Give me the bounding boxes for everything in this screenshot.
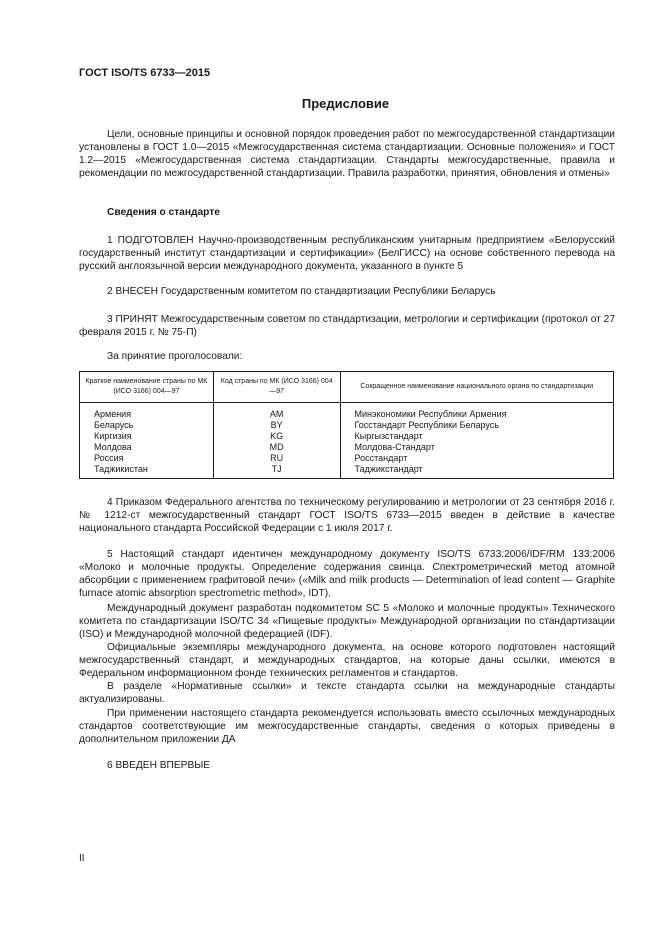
cell-body: Минэкономики Республики Армения <box>340 403 613 421</box>
table-row <box>80 464 614 479</box>
cell-country: Беларусь <box>80 420 214 431</box>
section-heading: Сведения о стандарте <box>107 207 220 218</box>
apply-paragraph: При применении настоящего стандарта рекомендуется использовать вместо ссылочных международных стандартов соответствующие им межгосударственные стандарты, сведения о которых приведены в дополнительном приложении ДА <box>79 708 615 745</box>
voting-table <box>79 371 614 479</box>
vote-intro: За принятие проголосовали: <box>107 351 243 362</box>
page-title: Предисловие <box>301 96 390 111</box>
header-body: Сокращенное наименование национального органа по стандартизации <box>340 372 613 403</box>
sc5-paragraph: Международный документ разработан подкомитетом SC 5 «Молоко и молочные продукты» Технического комитета по стандартизации ISO/TC 34 «Пищевые продукты» Международной организации по стандартизации (ISO) и Международной молочной федерацией (IDF). <box>79 603 615 640</box>
cell-body: Кыргызстандарт <box>340 431 613 442</box>
table-row <box>80 403 614 421</box>
cell-code: BY <box>213 420 340 431</box>
cell-country: Армения <box>80 403 214 421</box>
cell-body: Росстандарт <box>340 453 613 464</box>
cell-code: TJ <box>213 464 340 479</box>
header-code: Код страны по МК (ИСО 3166) 004—97 <box>213 372 340 403</box>
table-row <box>80 420 614 431</box>
table-header-row <box>80 372 614 403</box>
cell-code: AM <box>213 403 340 421</box>
cell-country: Россия <box>80 453 214 464</box>
table-row <box>80 453 614 464</box>
item-6-paragraph: 6 ВВЕДЕН ВПЕРВЫЕ <box>107 760 211 771</box>
cell-country: Таджикистан <box>80 464 214 479</box>
cell-country: Киргизия <box>80 431 214 442</box>
document-header: ГОСТ ISO/TS 6733—2015 <box>79 67 211 79</box>
cell-code: MD <box>213 442 340 453</box>
item-3-paragraph: 3 ПРИНЯТ Межгосударственным советом по стандартизации, метрологии и сертификации (протокол от 27 февраля 2015 г. № 75-П) <box>79 314 615 338</box>
cell-body: Таджикстандарт <box>340 464 613 479</box>
cell-country: Молдова <box>80 442 214 453</box>
item-5-paragraph: 5 Настоящий стандарт идентичен международному документу ISO/TS 6733:2006/IDF/RM 133:2006 «Молоко и молочные продукты. Определение содержания свинца. Спектрометрический метод атомной абсорбции с применением графитовой печи» («Milk and milk products — Determination of lead content — Graphite furnace atomic absorption spectrometric method», IDT). <box>79 549 615 599</box>
copies-paragraph: Официальные экземпляры международного документа, на основе которого подготовлен настоящий межгосударственный стандарт, и международных стандартов, на которые даны ссылки, имеются в Федеральном информационном фонде технических регламентов и стандартов. <box>79 642 615 679</box>
intro-paragraph: Цели, основные принципы и основной порядок проведения работ по межгосударственной стандартизации установлены в ГОСТ 1.0—2015 «Межгосударственная система стандартизации. Основные положения» и ГОСТ 1.2—2015 «Межгосударственная система стандартизации. Стандарты межгосударственные, правила и рекомендации по межгосударственной стандартизации. Правила разработки, принятия, обновления и отмены» <box>79 129 615 179</box>
refs-paragraph: В разделе «Нормативные ссылки» и тексте стандарта ссылки на международные стандарты актуализированы. <box>79 681 615 705</box>
item-4-paragraph: 4 Приказом Федерального агентства по техническому регулированию и метрологии от 23 сентября 2016 г. № 1212-ст межгосударственный стандарт ГОСТ ISO/TS 6733—2015 введен в действие в качестве национального стандарта Российской Федерации с 1 июля 2017 г. <box>79 497 615 534</box>
item-1-paragraph: 1 ПОДГОТОВЛЕН Научно-производственным республиканским унитарным предприятием «Белорусский государственный институт стандартизации и сертификации» (БелГИСС) на основе собственного перевода на русский англоязычной версии международного документа, указанного в пункте 5 <box>79 235 615 272</box>
cell-body: Госстандарт Республики Беларусь <box>340 420 613 431</box>
cell-code: RU <box>213 453 340 464</box>
header-country: Краткое наименование страны по МК (ИСО 3166) 004—97 <box>80 372 214 403</box>
cell-body: Молдова-Стандарт <box>340 442 613 453</box>
table-row <box>80 442 614 453</box>
item-2-paragraph: 2 ВНЕСЕН Государственным комитетом по стандартизации Республики Беларусь <box>107 286 496 297</box>
table-row <box>80 431 614 442</box>
cell-code: KG <box>213 431 340 442</box>
page-number: II <box>79 853 85 864</box>
